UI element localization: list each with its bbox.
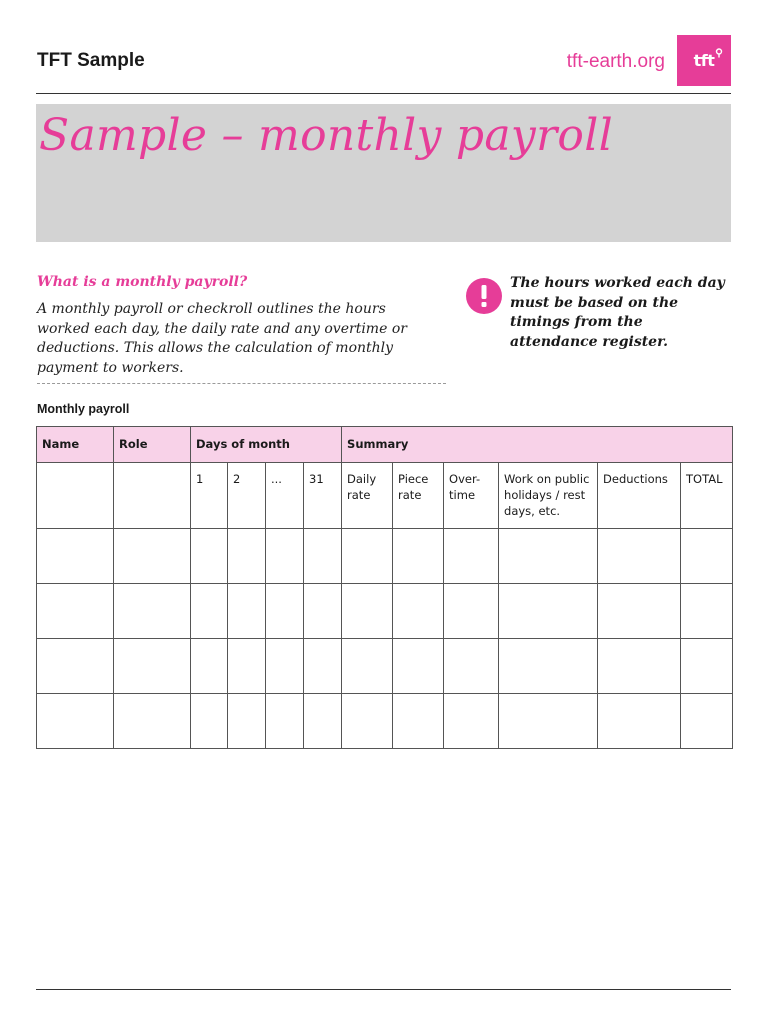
table-cell[interactable] [681, 694, 733, 749]
table-cell[interactable] [191, 584, 228, 639]
table-cell[interactable] [304, 529, 342, 584]
dotted-divider [37, 383, 446, 384]
table-cell[interactable] [114, 463, 191, 529]
table-cell[interactable] [681, 639, 733, 694]
table-cell[interactable] [304, 639, 342, 694]
table-cell[interactable] [37, 529, 114, 584]
brand-label: TFT Sample [37, 50, 145, 71]
table-cell[interactable] [37, 584, 114, 639]
table-cell[interactable] [499, 694, 598, 749]
table-cell[interactable] [228, 639, 266, 694]
table-cell[interactable] [191, 529, 228, 584]
table-cell[interactable] [37, 694, 114, 749]
table-cell[interactable] [681, 529, 733, 584]
subheader-cell: Deductions [598, 463, 681, 529]
table-cell[interactable] [37, 639, 114, 694]
subheader-cell: TOTAL [681, 463, 733, 529]
logo-text: tft [693, 51, 715, 70]
table-row [37, 529, 733, 584]
table-row [37, 694, 733, 749]
site-url[interactable]: tft-earth.org [566, 51, 665, 72]
logo-mark-icon [715, 48, 723, 58]
table-row [37, 584, 733, 639]
payroll-table [36, 426, 733, 749]
table-cell[interactable] [444, 529, 499, 584]
table-cell[interactable] [499, 639, 598, 694]
table-row [37, 639, 733, 694]
exclamation-icon [466, 278, 502, 314]
subheader-cell: Work on public holidays / rest days, etc. [499, 463, 598, 529]
subheader-cell: Daily rate [342, 463, 393, 529]
header-cell: Summary [342, 427, 733, 463]
subheader-cell: ... [266, 463, 304, 529]
alert-text: The hours worked each day must be based on the timings from the attendance register. [510, 275, 725, 350]
table-cell[interactable] [598, 584, 681, 639]
subheader-cell: 31 [304, 463, 342, 529]
table-cell[interactable] [266, 694, 304, 749]
table-cell[interactable] [393, 639, 444, 694]
table-cell[interactable] [304, 584, 342, 639]
table-cell[interactable] [342, 584, 393, 639]
table-cell[interactable] [499, 529, 598, 584]
table-cell[interactable] [393, 694, 444, 749]
table-cell[interactable] [598, 639, 681, 694]
table-cell[interactable] [266, 529, 304, 584]
table-cell[interactable] [191, 694, 228, 749]
page-title: Sample – monthly payroll [39, 110, 613, 161]
footer-rule [36, 989, 731, 990]
table-cell[interactable] [393, 529, 444, 584]
intro-heading: What is a monthly payroll? [37, 274, 248, 290]
subheader-cell: 1 [191, 463, 228, 529]
intro-body: A monthly payroll or checkroll outlines the hours worked each day, the daily rate and any overtime or deductions. This allows the calculation of monthly payment to workers. [37, 301, 407, 376]
table-cell[interactable] [342, 639, 393, 694]
table-cell[interactable] [598, 529, 681, 584]
table-cell[interactable] [37, 463, 114, 529]
header-cell: Name [37, 427, 114, 463]
table-cell[interactable] [228, 584, 266, 639]
table-cell[interactable] [191, 639, 228, 694]
table-subheader-row [37, 463, 733, 529]
table-cell[interactable] [266, 584, 304, 639]
tft-logo [677, 35, 731, 86]
table-cell[interactable] [342, 529, 393, 584]
table-cell[interactable] [114, 639, 191, 694]
subheader-cell: Piece rate [393, 463, 444, 529]
table-cell[interactable] [444, 584, 499, 639]
table-cell[interactable] [228, 529, 266, 584]
table-cell[interactable] [114, 584, 191, 639]
table-cell[interactable] [342, 694, 393, 749]
table-cell[interactable] [304, 694, 342, 749]
subheader-cell: 2 [228, 463, 266, 529]
table-header-row [37, 427, 733, 463]
header-cell: Role [114, 427, 191, 463]
table-cell[interactable] [681, 584, 733, 639]
table-cell[interactable] [228, 694, 266, 749]
table-cell[interactable] [444, 639, 499, 694]
table-caption: Monthly payroll [37, 402, 130, 416]
header-cell: Days of month [191, 427, 342, 463]
subheader-cell: Over-time [444, 463, 499, 529]
table-cell[interactable] [598, 694, 681, 749]
table-cell[interactable] [499, 584, 598, 639]
header-rule [36, 93, 731, 94]
table-cell[interactable] [444, 694, 499, 749]
table-cell[interactable] [114, 694, 191, 749]
table-cell[interactable] [266, 639, 304, 694]
table-cell[interactable] [393, 584, 444, 639]
table-cell[interactable] [114, 529, 191, 584]
